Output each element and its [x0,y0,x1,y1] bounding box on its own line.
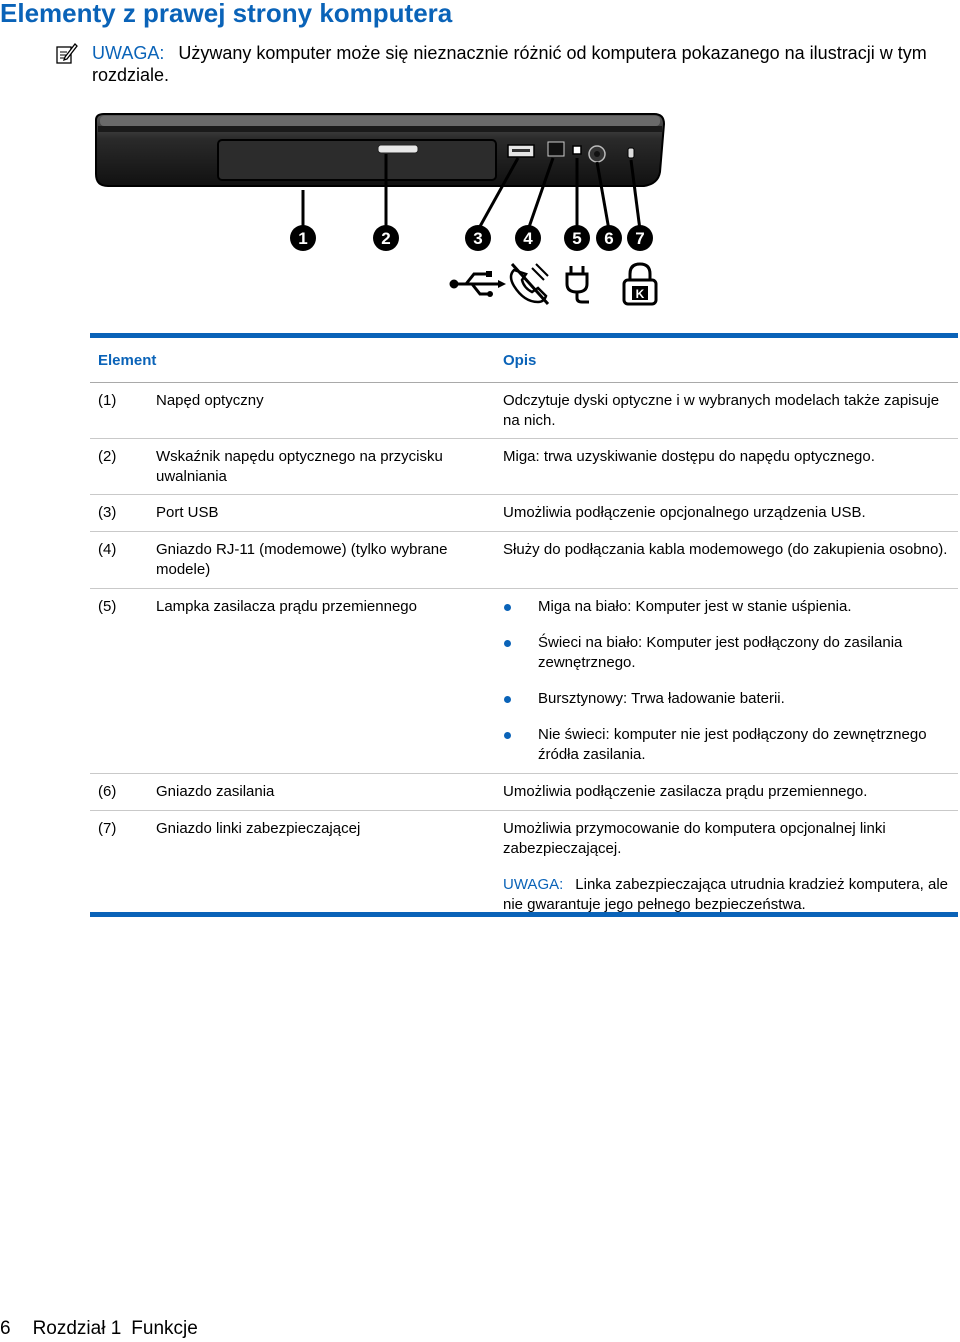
row-description: Umożliwia podłączenie zasilacza prądu przemiennego. [503,783,868,800]
row-description: Służy do podłączania kabla modemowego (do zakupienia osobno). [503,541,948,558]
table-row [90,811,958,912]
note-label: UWAGA: [92,43,165,63]
svg-text:3: 3 [473,229,483,248]
row-number: (1) [98,392,117,409]
callout-1 [290,225,316,251]
table-body [90,382,958,912]
callout-numbers [290,225,653,251]
power-plug-icon [567,266,589,302]
table-row [90,383,958,439]
table-row [90,589,958,774]
row-element: Gniazdo RJ-11 (modemowe) (tylko wybrane modele) [156,541,448,578]
table-row [90,495,958,532]
note-label: UWAGA: [503,876,564,893]
table-header [90,338,958,382]
row-element: Gniazdo zasilania [156,783,275,800]
note-text: Linka zabezpieczająca utrudnia kradzież komputera, ale nie gwarantuje jego pełnego bezpieczeństwa. [503,876,948,913]
row-element: Lampka zasilacza prądu przemiennego [156,598,417,615]
callout-3 [465,225,491,251]
row-description [503,597,953,781]
chapter-label: Rozdział 1 [32,1318,122,1339]
row-element: Gniazdo linki zabezpieczającej [156,820,361,837]
header-element: Element [98,352,157,369]
callout-6 [596,225,622,251]
laptop-chassis [96,114,664,186]
laptop-right-side-figure [88,112,668,312]
callout-4 [515,225,541,251]
page-title: Elementy z prawej strony komputera [0,0,453,28]
row-element: Wskaźnik napędu optycznego na przycisku uwalniania [156,448,443,485]
port-icons [451,264,656,304]
row-description: Odczytuje dyski optyczne i w wybranych modelach także zapisuje na nich. [503,392,940,429]
svg-text:2: 2 [381,229,391,248]
row-element: Port USB [156,504,219,521]
security-note [503,875,953,915]
note-box [60,42,950,86]
svg-text:6: 6 [604,229,614,248]
row-number: (5) [98,598,117,615]
table-row [90,532,958,589]
header-description: Opis [503,352,537,369]
list-item: Świeci na biało: Komputer jest podłączony do zasilania zewnętrznego. [503,633,953,673]
svg-text:7: 7 [635,229,645,248]
svg-text:K: K [635,287,645,301]
callout-5 [564,225,590,251]
note-pencil-icon [56,42,78,64]
list-item: Bursztynowy: Trwa ładowanie baterii. [503,689,953,709]
row-description [503,819,953,915]
section-label: Funkcje [131,1318,198,1339]
security-lock-icon [624,264,656,304]
list-item: Miga na biało: Komputer jest w stanie uśpienia. [503,597,953,617]
modem-phone-icon [511,264,548,304]
row-number: (3) [98,504,117,521]
table-row [90,774,958,811]
svg-text:4: 4 [523,229,533,248]
table-row [90,439,958,495]
row-description: Umożliwia podłączenie opcjonalnego urządzenia USB. [503,504,866,521]
row-number: (7) [98,820,117,837]
row-description-text: Umożliwia przymocowanie do komputera opcjonalnej linki zabezpieczającej. [503,820,886,857]
status-list [503,597,953,765]
list-item: Nie świeci: komputer nie jest podłączony do zewnętrznego źródła zasilania. [503,725,953,765]
usb-icon [451,271,506,297]
row-element: Napęd optyczny [156,392,264,409]
callout-2 [373,225,399,251]
callout-7 [627,225,653,251]
svg-text:5: 5 [572,229,582,248]
row-number: (4) [98,541,117,558]
page-number: 6 [0,1318,11,1339]
components-table [90,333,958,917]
note-text: Używany komputer może się nieznacznie różnić od komputera pokazanego na ilustracji w tym rozdziale. [92,43,927,85]
row-description: Miga: trwa uzyskiwanie dostępu do napędu optycznego. [503,448,875,465]
row-number: (2) [98,448,117,465]
row-number: (6) [98,783,117,800]
svg-text:1: 1 [298,229,308,248]
page-footer [0,1318,198,1340]
